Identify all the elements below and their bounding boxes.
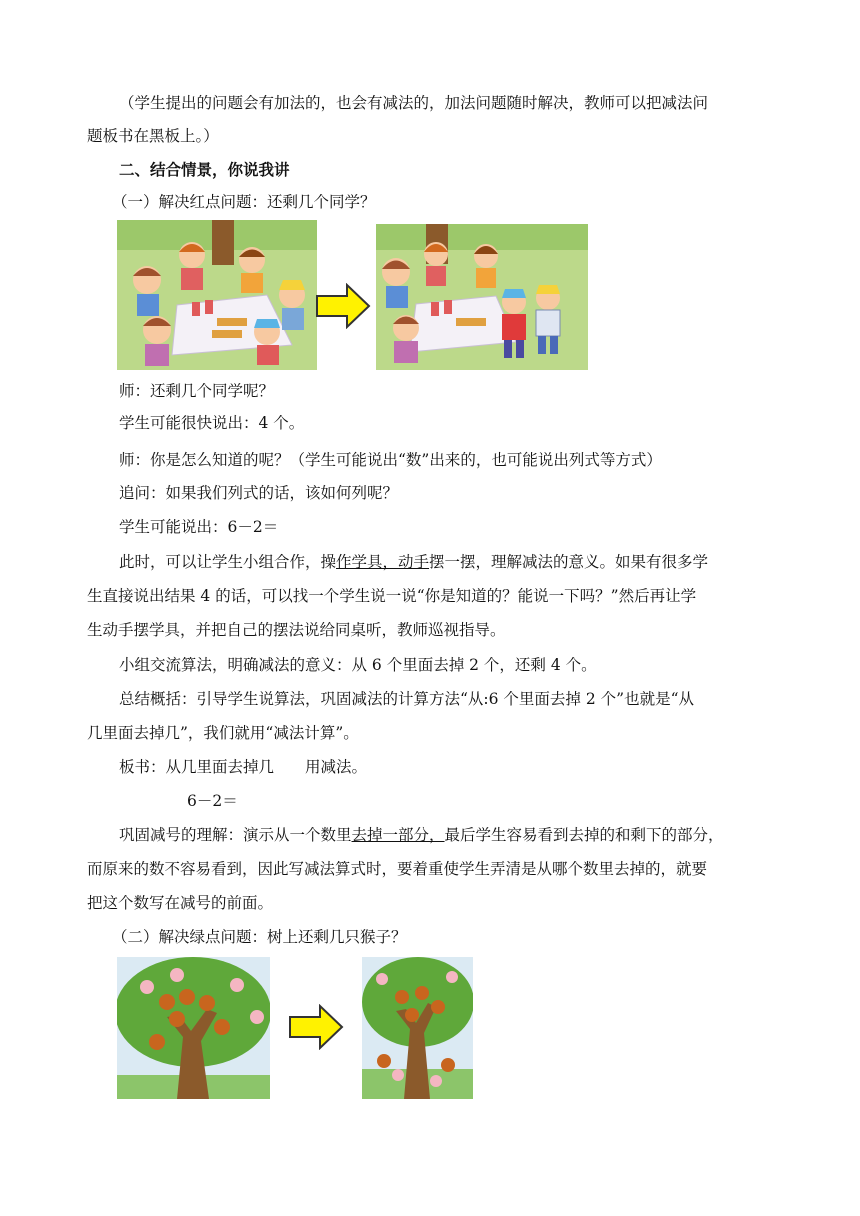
underlined-text: 去掉一部分， (351, 826, 445, 844)
underlined-text: 作学具，动手 (336, 553, 430, 571)
paragraph-line: 几里面去掉几”，我们就用“减法计算”。 (87, 724, 359, 742)
paragraph-line: 把这个数写在减号的前面。 (87, 894, 274, 912)
picnic-image-after (376, 224, 588, 370)
paragraph-line (119, 552, 708, 572)
tree-monkeys-image-after (362, 957, 473, 1099)
paragraph-line: （学生提出的问题会有加法的，也会有减法的，加法问题随时解决，教师可以把减法问 (119, 94, 709, 112)
subsection-heading: （一）解决红点问题：还剩几个同学？ (112, 193, 376, 211)
paragraph-line: 小组交流算法，明确减法的意义：从 6 个里面去掉 2 个，还剩 4 个。 (119, 656, 597, 674)
text-run: 摆一摆，理解减法的意义。如果有很多学 (429, 553, 709, 571)
paragraph-line: 总结概括：引导学生说算法，巩固减法的计算方法“从:6 个里面去掉 2 个”也就是“从 (119, 690, 695, 708)
paragraph-line: 追问：如果我们列式的话，该如何列呢？ (119, 484, 399, 502)
paragraph-line: 学生可能很快说出：4 个。 (119, 414, 305, 432)
paragraph-line: 而原来的数不容易看到，因此写减法算式时，要着重使学生弄清是从哪个数里去掉的，就要 (87, 860, 708, 878)
right-arrow-icon (315, 283, 371, 329)
picnic-image-before (117, 220, 317, 370)
paragraph-line: 生直接说出结果 4 的话，可以找一个学生说一说“你是知道的？能说一下吗？”然后再让学 (87, 587, 697, 605)
paragraph-line: 生动手摆学具，并把自己的摆法说给同桌听，教师巡视指导。 (87, 621, 506, 639)
text-run: 巩固减号的理解：演示从一个数里 (119, 826, 352, 844)
board-note: 板书：从几里面去掉几 用减法。 (119, 758, 368, 776)
right-arrow-icon (288, 1004, 344, 1050)
text-run: 最后学生容易看到去掉的和剩下的部分， (444, 826, 724, 844)
tree-monkeys-image-before (117, 957, 270, 1099)
paragraph-line: 师：你是怎么知道的呢？（学生可能说出“数”出来的，也可能说出列式等方式） (119, 451, 662, 469)
section-heading: 二、结合情景，你说我讲 (119, 160, 290, 179)
paragraph-line: 师：还剩几个同学呢？ (119, 382, 275, 400)
subsection-heading: （二）解决绿点问题：树上还剩几只猴子？ (112, 928, 407, 946)
paragraph-line: 题板书在黑板上。） (87, 127, 219, 145)
board-equation: 6－2＝ (187, 792, 238, 810)
text-run: 此时，可以让学生小组合作，操 (119, 553, 337, 571)
paragraph-line: 学生可能说出：6－2＝ (119, 518, 279, 536)
paragraph-line (119, 825, 724, 845)
